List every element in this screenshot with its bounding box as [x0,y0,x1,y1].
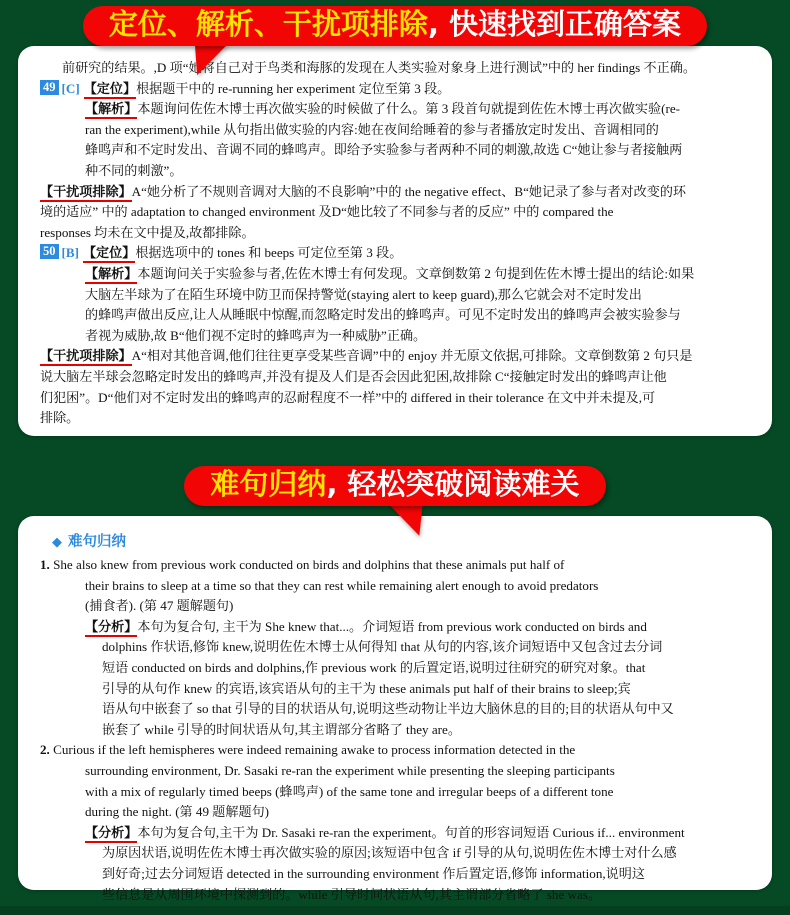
line-text: 些信息是从周围环境中探测到的。while 引导时间状语从句,其主谓部分省略了 she was。 [102,886,601,902]
banner-answers-pill [83,6,707,46]
hard-sentence-line [102,843,750,864]
answer-analysis-line [85,326,750,347]
list-item-number: 1. [40,557,54,572]
analysis-tag: 【干扰项排除】 [40,184,132,202]
hard-sentence-line [102,699,750,720]
hard-sentences-body [18,516,772,915]
answer-analysis-line [85,264,750,285]
list-item-number: 2. [40,742,54,758]
line-text: 本句为复合句,主干为 Dr. Sasaki re-ran the experiment。句首的形容词短语 Curious if... environment [137,824,685,840]
answer-analysis-line [85,161,750,182]
line-text: 根据题干中的 re-running her experiment 定位至第 3 段。 [136,80,451,96]
line-text: dolphins 作状语,修饰 knew,说明佐佐木博士从何得知 that 从句的内容,该介词短语中又包含过去分词 [102,639,663,655]
banner-hard-sentences-yellow-text: 难句归纳 [210,467,327,501]
hard-sentence-line [102,864,750,885]
hard-sentence-line [102,679,750,700]
line-text: surrounding environment, Dr. Sasaki re-ran the experiment while presenting the sleeping participants [85,762,615,778]
hard-sentence-line [85,576,750,597]
banner-hard-sentences-white-text: , 轻松突破阅读难关 [326,467,580,501]
answer-analysis-line [40,388,750,409]
answer-analysis-line [40,367,750,388]
answer-analysis-line [40,223,750,244]
line-text: 者视为威胁,故 B“他们视不定时的蜂鸣声为一种威胁”正确。 [85,327,427,343]
answer-analysis-line [85,140,750,161]
line-text: (捕食者). (第 47 题解题句) [85,598,234,614]
analysis-tag: 【解析】 [85,101,137,119]
hard-sentences-heading-label: 难句归纳 [68,534,126,550]
answer-analysis-line [85,305,750,326]
line-text: Curious if the left hemispheres were indeed remaining awake to process information detected in the [53,742,576,758]
line-text: 境的适应” 中的 adaptation to changed environment 及D“她比较了不同参与者的反应” 中的 compared the [40,204,614,220]
banner-answers-tail [195,43,231,75]
answer-analysis-line [40,408,750,429]
line-text: 蜂鸣声和不定时发出、音调不同的蜂鸣声。即给予实验参与者两种不同的刺激,故选 C“她让参与者接触两 [85,142,683,158]
line-text: 嵌套了 while 引导的时间状语从句,其主谓部分省略了 they are。 [102,721,461,737]
hard-sentence-line [85,596,750,617]
answer-analysis-card [18,46,772,436]
hard-sentence-line [102,637,750,658]
analysis-tag: 【定位】 [83,245,135,263]
line-text: 本题询问佐佐木博士再次做实验的时候做了什么。第 3 段首句就提到佐佐木博士再次做实验(re- [137,101,681,117]
line-text: 本句为复合句, 主干为 She knew that...。介词短语 from previous work conducted on birds and [137,618,647,634]
answer-analysis-lines [40,58,750,429]
hard-sentence-line [40,555,750,576]
banner-hard-sentences [0,466,790,506]
analysis-tag: 【干扰项排除】 [40,348,132,366]
line-text: 排除。 [40,410,80,426]
answer-analysis-line [40,243,750,264]
line-text: 为原因状语,说明佐佐木博士再次做实验的原因;该短语中包含 if 引导的从句,说明佐佐木博士对什么感 [102,845,677,861]
analysis-tag: 【定位】 [84,81,136,99]
line-text: 引导的从句作 knew 的宾语,该宾语从句的主干为 these animals put half of their brains to sleep;宾 [102,680,631,696]
hard-sentence-line [85,782,750,803]
line-text: 本题询问关于实验参与者,佐佐木博士有何发现。文章倒数第 2 句提到佐佐木博士提出的结论:如果 [137,265,695,281]
banner-answers-white-text: , 快速找到正确答案 [427,7,682,41]
hard-sentence-line [85,802,750,823]
hard-sentences-card [18,516,772,902]
diamond-icon: ◆ [52,535,62,550]
line-text: 们犯困”。D“他们对不定时发出的蜂鸣声的忍耐程度不一样”中的 differed in their tolerance 在文中并未提及,可 [40,389,656,405]
question-number-badge: 50 [40,244,59,259]
line-text: 短语 conducted on birds and dolphins,作 previous work 的后置定语,说明过往研究的研究对象。that [102,659,646,675]
answer-analysis-body [18,46,772,439]
line-text: responses 均未在文中提及,故都排除。 [40,224,255,240]
hard-sentence-line [85,617,750,638]
hard-sentence-line [40,740,750,761]
answer-analysis-line [62,58,750,79]
hard-sentence-line [85,823,750,844]
answer-analysis-line [40,202,750,223]
hard-sentence-line [102,658,750,679]
answer-analysis-line [40,346,750,367]
question-number-badge: 49 [40,80,59,95]
answer-analysis-line [40,182,750,203]
hard-sentences-lines [40,555,750,905]
analysis-tag: 【分析】 [85,825,137,843]
answer-analysis-line [85,285,750,306]
banner-answers-yellow-text: 定位、解析、干扰项排除 [108,7,428,41]
hard-sentence-line [85,761,750,782]
answer-analysis-line [85,99,750,120]
line-text: ran the experiment),while 从句指出做实验的内容:她在夜间给睡着的参与者播放定时发出、音调相同的 [85,121,659,137]
question-answer-option: [B] [61,245,79,261]
line-text: their brains to sleep at a time so that they can rest while remaining alert enough to avoid predators [85,577,599,593]
line-text: 前研究的结果。,D 项“她将自己对于鸟类和海豚的发现在人类实验对象身上进行测试”中的 her findings 不正确。 [62,60,696,75]
line-text: She also knew from previous work conducted on birds and dolphins that these animals put half of [53,557,565,572]
answer-analysis-line [40,79,750,100]
line-text: A“她分析了不规则音调对大脑的不良影响”中的 the negative effect、B“她记录了参与者对改变的环 [131,183,687,199]
line-text: with a mix of regularly timed beeps (蜂鸣声) of the same tone and irregular beeps of a different tone [85,783,614,799]
line-text: 大脑左半球为了在陌生环境中防卫而保持警觉(staying alert to keep guard),那么它就会对不定时发出 [85,286,642,302]
line-text: during the night. (第 49 题解题句) [85,804,270,820]
banner-hard-sentences-tail [384,502,423,536]
line-text: 到好奇;过去分词短语 detected in the surrounding environment 作后置定语,修饰 information,说明这 [102,865,645,881]
line-text: A“相对其他音调,他们往往更享受某些音调”中的 enjoy 并无原文依据,可排除。文章倒数第 2 句只是 [131,348,693,364]
line-text: 种不同的刺激”。 [85,162,183,178]
line-text: 语从句中嵌套了 so that 引导的目的状语从句,说明这些动物让半边大脑休息的目的;目的状语从句中又 [102,701,674,717]
analysis-tag: 【解析】 [85,266,137,284]
hard-sentence-line [102,720,750,741]
question-answer-option: [C] [61,80,80,96]
banner-answers [0,6,790,46]
hard-sentence-line [102,885,750,906]
line-text: 的蜂鸣声做出反应,让人从睡眠中惊醒,而忽略定时发出的蜂鸣声。可见不定时发出的蜂鸣声会被实验参与 [85,307,681,323]
banner-hard-sentences-pill [184,466,605,506]
answer-analysis-line [85,120,750,141]
line-text: 根据选项中的 tones 和 beeps 可定位至第 3 段。 [135,245,403,261]
line-text: 说大脑左半球会忽略定时发出的蜂鸣声,并没有提及人们是否会因此犯困,故排除 C“接触定时发出的蜂鸣声让他 [40,368,667,384]
analysis-tag: 【分析】 [85,619,137,637]
